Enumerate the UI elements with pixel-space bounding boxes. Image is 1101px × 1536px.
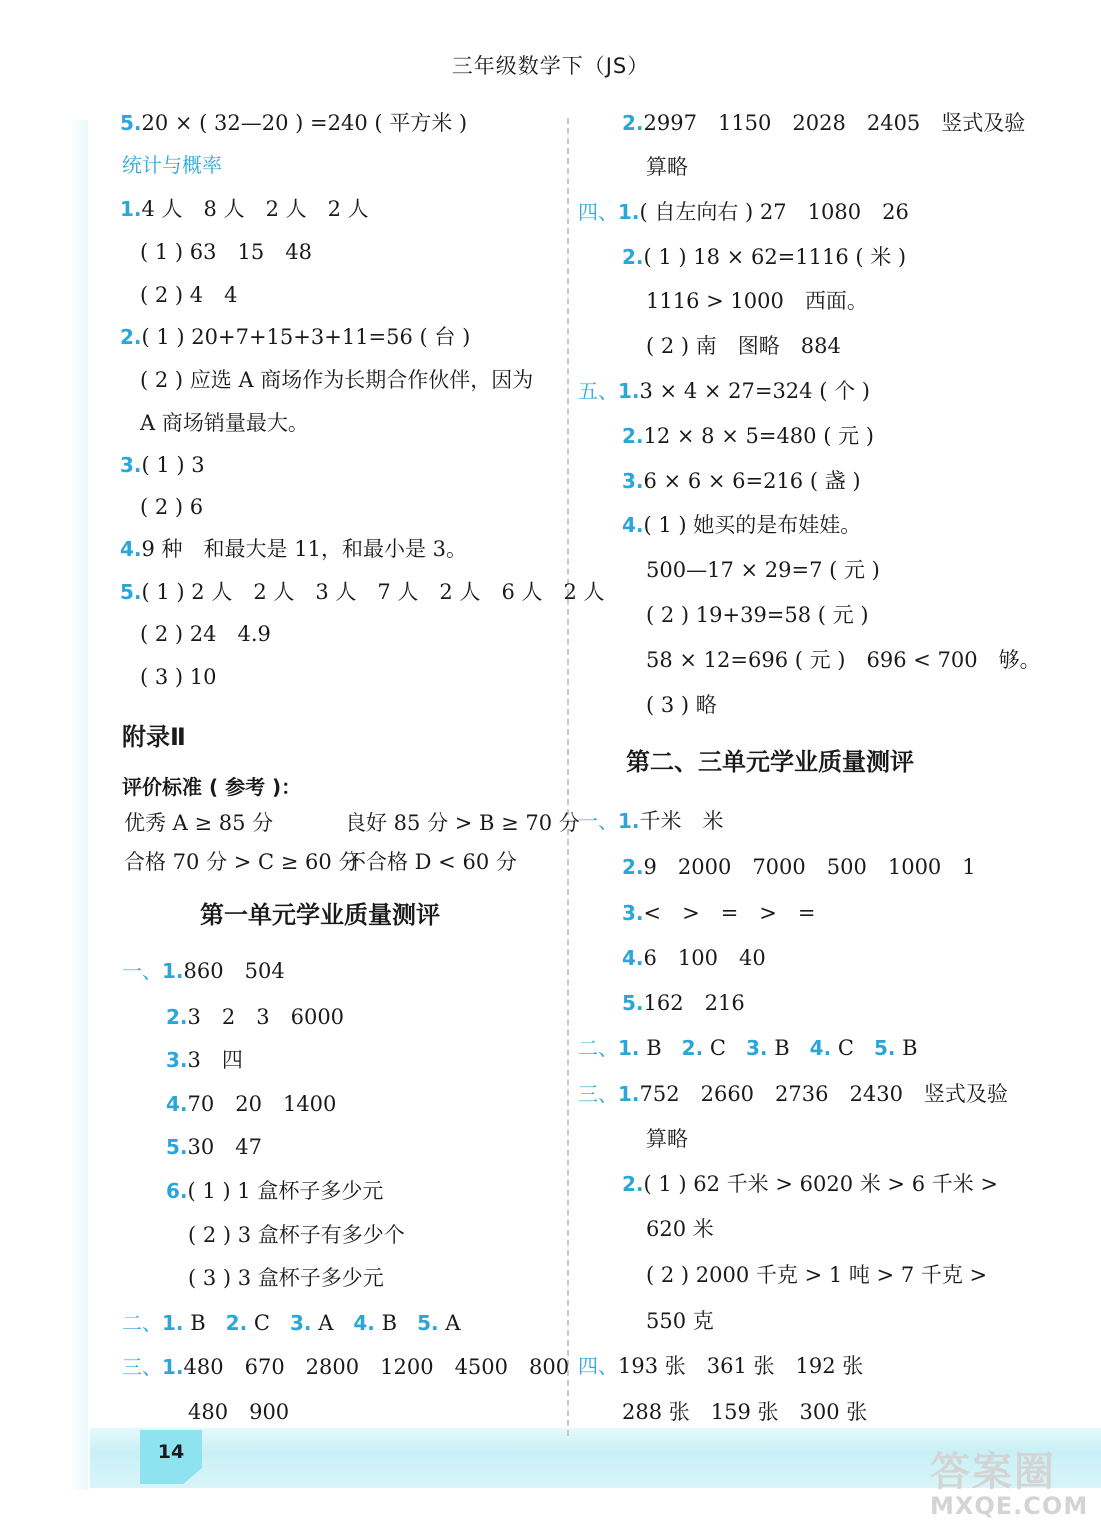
choice-answer: C [253, 1311, 270, 1335]
answer-line [120, 534, 467, 564]
page-header: 三年级数学下（JS） [451, 54, 650, 78]
item-number: 3. [289, 1311, 312, 1335]
item-number: 4. [120, 537, 142, 561]
answer-subline: ( 2 ) 24 4.9 [140, 622, 271, 646]
answer-line [166, 1089, 336, 1119]
item-number: 1. [618, 809, 640, 833]
answer-text: ( 1 ) 1 盒杯子多少元 [187, 1179, 384, 1203]
answer-text: 162 216 [643, 991, 745, 1015]
item-number: 4. [353, 1311, 375, 1335]
section-title-stats: 统计与概率 [122, 153, 222, 177]
left-decor-band [70, 120, 88, 1490]
answer-text: 30 47 [187, 1135, 262, 1159]
answer-text: ( 1 ) 3 [141, 453, 205, 477]
answer-line [578, 197, 909, 227]
answer-text: 20 × ( 32—20 ) =240 ( 平方米 ) [141, 111, 468, 135]
answer-line [578, 1079, 1008, 1109]
item-number: 1. [618, 379, 640, 403]
answer-subline: 288 张 159 张 300 张 [622, 1400, 868, 1424]
watermark-text: 答案圈 [930, 1449, 1056, 1495]
answer-text: 480 670 2800 1200 4500 800 [183, 1355, 570, 1379]
answer-subline: ( 2 ) 3 盒杯子有多少个 [188, 1223, 405, 1247]
item-number: 5. [120, 580, 142, 604]
answer-text: 9 2000 7000 500 1000 1 [643, 855, 976, 879]
answer-subline: 480 900 [188, 1400, 290, 1424]
criteria-item: 合格 70 分 > C ≥ 60 分 [124, 850, 360, 874]
answer-line [166, 1176, 383, 1206]
answer-subline: ( 2 ) 应选 A 商场作为长期合作伙伴，因为 [140, 368, 534, 392]
answer-text: ( 1 ) 18 × 62=1116 ( 米 ) [643, 245, 907, 269]
answer-subline: 550 克 [646, 1309, 714, 1333]
answer-line [120, 194, 369, 224]
choice-answer: C [837, 1036, 854, 1060]
item-number: 2. [622, 855, 644, 879]
item-number: 4. [622, 513, 644, 537]
criteria-item: 良好 85 分 > B ≥ 70 分 [345, 811, 580, 835]
column-divider [567, 118, 569, 1436]
appendix-title: 附录Ⅱ [122, 723, 186, 751]
item-number: 3. [745, 1036, 768, 1060]
answer-text: ( 1 ) 62 千米 > 6020 米 > 6 千米 > [643, 1172, 999, 1196]
answer-line [578, 376, 870, 406]
item-number: 3. [166, 1048, 188, 1072]
answer-text: 9 种 和最大是 11，和最小是 3。 [141, 537, 467, 561]
answer-text: ( 自左向右 ) 27 1080 26 [639, 200, 909, 224]
answer-line [166, 1132, 262, 1162]
answer-line [622, 466, 861, 496]
answer-text: 2997 1150 2028 2405 竖式及验 [643, 111, 1026, 135]
item-number: 6. [166, 1179, 188, 1203]
answer-line [122, 956, 285, 986]
item-number: 3. [120, 453, 142, 477]
answer-text: 70 20 1400 [187, 1092, 337, 1116]
answer-line [622, 988, 745, 1018]
answer-text: 860 504 [183, 959, 285, 983]
answer-subline: A 商场销量最大。 [140, 411, 309, 435]
answer-line [120, 108, 467, 138]
answer-text: 193 张 361 张 192 张 [618, 1354, 864, 1378]
answer-line [622, 108, 1025, 138]
answer-subline: ( 2 ) 6 [140, 495, 204, 519]
answer-text: 6 100 40 [643, 946, 766, 970]
item-number: 5. [622, 991, 644, 1015]
watermark-logo [930, 1440, 1095, 1530]
answer-text: ( 1 ) 20+7+15+3+11=56 ( 台 ) [141, 325, 471, 349]
item-number: 4. [166, 1092, 188, 1116]
item-number: 5. [120, 111, 142, 135]
answer-line [622, 1169, 998, 1199]
item-number: 2. [166, 1005, 188, 1029]
item-number: 1. [618, 200, 640, 224]
answer-subline: 500—17 × 29=7 ( 元 ) [646, 558, 880, 582]
answer-subline: ( 3 ) 10 [140, 665, 217, 689]
choice-answer: B [190, 1311, 206, 1335]
answer-line [622, 898, 816, 928]
item-number: 5. [417, 1311, 439, 1335]
item-number: 2. [622, 111, 644, 135]
answer-text: 3 × 4 × 27=324 ( 个 ) [639, 379, 870, 403]
answer-line [120, 450, 205, 480]
answer-line [578, 1351, 863, 1381]
item-number: 5. [166, 1135, 188, 1159]
answer-subline: 算略 [646, 1127, 688, 1151]
answer-subline: 算略 [646, 155, 688, 179]
criteria-title: 评价标准 ( 参考 )： [122, 775, 302, 799]
item-number: 3. [622, 901, 644, 925]
choice-answer: C [709, 1036, 726, 1060]
item-number: 1. [618, 1036, 640, 1060]
answer-subline: 58 × 12=696 ( 元 ) 696 < 700 够。 [646, 648, 1041, 672]
item-number: 2. [622, 424, 644, 448]
answer-line [122, 1352, 569, 1382]
criteria-item: 不合格 D < 60 分 [345, 850, 517, 874]
answer-line [622, 943, 766, 973]
answer-subline: ( 2 ) 2000 千克 > 1 吨 > 7 千克 > [646, 1263, 988, 1287]
answer-text: ( 1 ) 她买的是布娃娃。 [643, 513, 862, 537]
part-prefix: 四、 [578, 1354, 618, 1378]
answer-text: 752 2660 2736 2430 竖式及验 [639, 1082, 1008, 1106]
answer-subline: ( 3 ) 略 [646, 693, 717, 717]
answer-line [622, 852, 976, 882]
answer-line [622, 421, 874, 451]
item-number: 3. [622, 469, 644, 493]
choice-answer: A [445, 1311, 461, 1335]
item-number: 2. [681, 1036, 704, 1060]
answer-line [120, 577, 605, 607]
answer-subline: 1116 > 1000 西面。 [646, 289, 868, 313]
watermark-url: MXQE.COM [930, 1492, 1089, 1520]
item-number: 2. [622, 245, 644, 269]
answer-text: 12 × 8 × 5=480 ( 元 ) [643, 424, 874, 448]
choice-answer: B [902, 1036, 918, 1060]
item-number: 1. [162, 1311, 184, 1335]
part-prefix: 一、 [122, 959, 162, 983]
choice-answer: B [381, 1311, 398, 1335]
answer-subline: ( 2 ) 4 4 [140, 283, 238, 307]
part-prefix: 三、 [122, 1355, 162, 1379]
answer-text: 千米 米 [639, 809, 724, 833]
choice-answer: B [646, 1036, 662, 1060]
part-prefix: 五、 [578, 379, 618, 403]
answer-subline: ( 2 ) 南 图略 884 [646, 334, 841, 358]
answer-text: 4 人 8 人 2 人 2 人 [141, 197, 369, 221]
answer-line [166, 1045, 243, 1075]
criteria-item: 优秀 A ≥ 85 分 [124, 811, 274, 835]
part-prefix: 四、 [578, 200, 618, 224]
choice-answer: B [774, 1036, 790, 1060]
part-prefix: 二、 [578, 1036, 618, 1060]
answer-text: < > = > = [643, 901, 816, 925]
item-number: 2. [225, 1311, 248, 1335]
answer-line [120, 322, 470, 352]
item-number: 2. [120, 325, 142, 349]
answer-text: 3 四 [187, 1048, 243, 1072]
answer-line [166, 1002, 344, 1032]
unit1-title: 第一单元学业质量测评 [200, 901, 440, 929]
part-prefix: 二、 [122, 1311, 162, 1335]
answer-line [622, 510, 861, 540]
page-number: 14 [157, 1441, 185, 1463]
answer-line-choices [122, 1308, 460, 1338]
item-number: 4. [809, 1036, 832, 1060]
answer-text: 6 × 6 × 6=216 ( 盏 ) [643, 469, 861, 493]
answer-line [578, 806, 724, 836]
item-number: 2. [622, 1172, 644, 1196]
choice-answer: A [318, 1311, 334, 1335]
answer-subline: ( 3 ) 3 盒杯子多少元 [188, 1266, 384, 1290]
answer-text: 3 2 3 6000 [187, 1005, 345, 1029]
answer-line [622, 242, 906, 272]
answer-subline: ( 2 ) 19+39=58 ( 元 ) [646, 603, 869, 627]
unit23-title: 第二、三单元学业质量测评 [626, 748, 914, 776]
answer-subline: ( 1 ) 63 15 48 [140, 240, 312, 264]
answer-subline: 620 米 [646, 1217, 714, 1241]
item-number: 1. [618, 1082, 640, 1106]
part-prefix: 三、 [578, 1082, 618, 1106]
item-number: 1. [162, 959, 184, 983]
item-number: 1. [120, 197, 142, 221]
item-number: 1. [162, 1355, 184, 1379]
answer-text: ( 1 ) 2 人 2 人 3 人 7 人 2 人 6 人 2 人 [141, 580, 605, 604]
item-number: 4. [622, 946, 644, 970]
item-number: 5. [873, 1036, 896, 1060]
part-prefix: 一、 [578, 809, 618, 833]
answer-line-choices [578, 1033, 918, 1063]
